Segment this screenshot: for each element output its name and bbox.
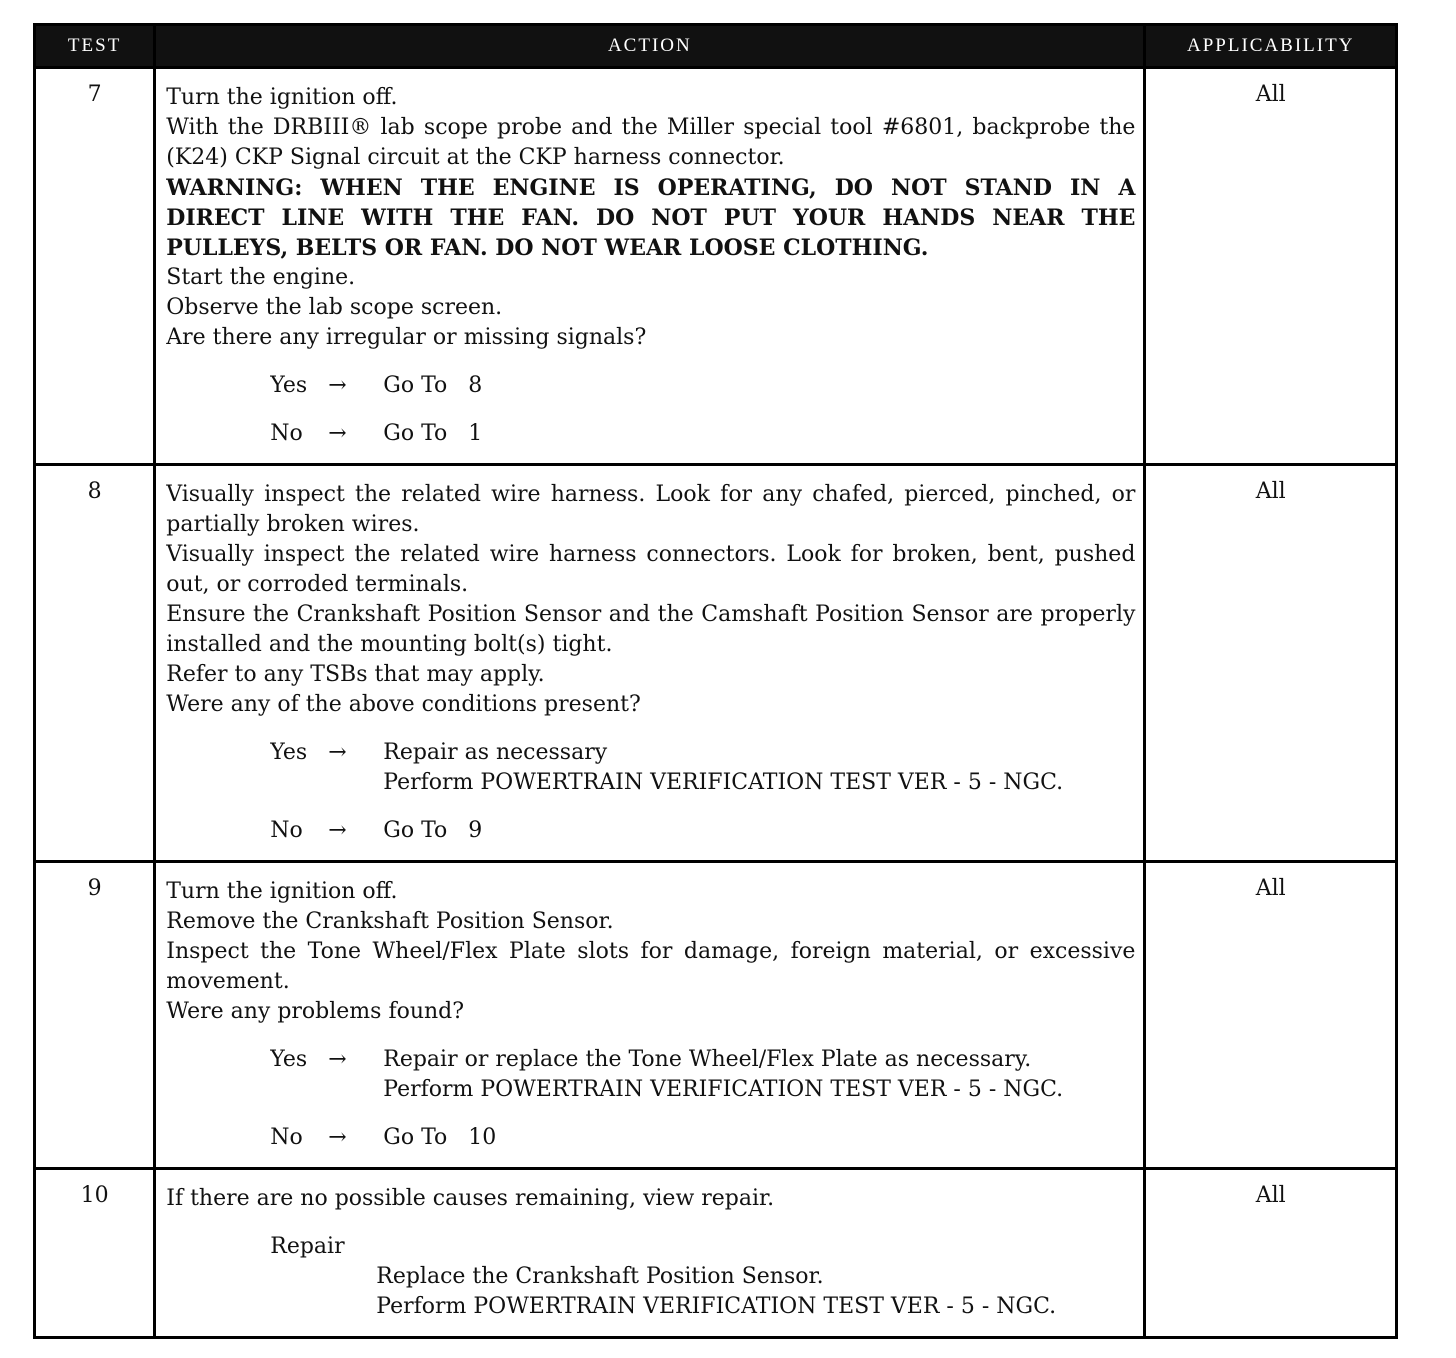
branch-label: Yes	[270, 740, 308, 765]
branch-result-line: Perform POWERTRAIN VERIFICATION TEST VER - 5 - NGC.	[383, 770, 1064, 795]
action-cell	[155, 68, 1145, 465]
branch-label: No	[270, 1125, 303, 1150]
branch-result-line: Go To 1	[383, 421, 483, 446]
action-line: Inspect the Tone Wheel/Flex Plate slots for damage, foreign material, or excessive movement.	[166, 939, 1136, 994]
branch-result	[383, 816, 1135, 846]
action-line: Were any of the above conditions present?	[166, 692, 641, 717]
branch-no	[166, 1123, 1135, 1153]
table-row	[35, 68, 1397, 465]
diagnostic-test-table	[33, 23, 1398, 1339]
branch-yes	[166, 738, 1135, 798]
action-line: Refer to any TSBs that may apply.	[166, 662, 545, 687]
test-number: 7	[35, 68, 155, 465]
action-line: Visually inspect the related wire harness. Look for any chafed, pierced, pinched, or partially broken wires.	[166, 482, 1136, 537]
table-body	[35, 68, 1397, 1338]
action-line: Start the engine.	[166, 265, 356, 290]
action-line: Ensure the Crankshaft Position Sensor and the Camshaft Position Sensor are properly installed and the mounting bolt(s) tight.	[166, 602, 1136, 657]
branch-result-line: Perform POWERTRAIN VERIFICATION TEST VER - 5 - NGC.	[383, 1077, 1064, 1102]
test-number: 9	[35, 862, 155, 1169]
branch-list	[166, 1045, 1135, 1153]
branch-no	[166, 419, 1135, 449]
action-line: Observe the lab scope screen.	[166, 295, 503, 320]
branch-result-line: Repair or replace the Tone Wheel/Flex Plate as necessary.	[383, 1047, 1032, 1072]
action-cell	[155, 465, 1145, 862]
branch-yes	[166, 1045, 1135, 1105]
action-line: Turn the ignition off.	[166, 879, 398, 904]
table-row	[35, 1169, 1397, 1338]
action-cell	[155, 862, 1145, 1169]
action-line: With the DRBIII® lab scope probe and the Miller special tool #6801, backprobe the (K24) CKP Signal circuit at the CKP harness connector.	[166, 115, 1136, 170]
applicability-value: All	[1145, 68, 1397, 465]
action-line: If there are no possible causes remaining, view repair.	[166, 1186, 775, 1211]
header-action: ACTION	[155, 25, 1145, 68]
table-row	[35, 465, 1397, 862]
repair-steps	[166, 1262, 1135, 1322]
branch-label: No	[270, 421, 303, 446]
repair-step: Perform POWERTRAIN VERIFICATION TEST VER - 5 - NGC.	[376, 1294, 1057, 1319]
branch-result	[383, 738, 1135, 798]
branch-list	[166, 371, 1135, 449]
action-line: Visually inspect the related wire harness connectors. Look for broken, bent, pushed out, or corroded terminals.	[166, 542, 1136, 597]
warning-text: WARNING: WHEN THE ENGINE IS OPERATING, DO NOT STAND IN A DIRECT LINE WITH THE FAN. DO NOT PUT YOUR HANDS NEAR THE PULLEYS, BELTS OR FAN. DO NOT WEAR LOOSE CLOTHING.	[166, 175, 1136, 261]
arrow-right-icon: →	[328, 421, 347, 446]
repair-label: Repair	[270, 1234, 345, 1259]
branch-result	[383, 1123, 1135, 1153]
action-cell	[155, 1169, 1145, 1338]
branch-result	[383, 419, 1135, 449]
action-line: Remove the Crankshaft Position Sensor.	[166, 909, 614, 934]
arrow-right-icon: →	[328, 740, 347, 765]
branch-yes	[166, 371, 1135, 401]
branch-result	[383, 1045, 1135, 1105]
header-applicability: APPLICABILITY	[1145, 25, 1397, 68]
arrow-right-icon: →	[328, 373, 347, 398]
table-header-row	[35, 25, 1397, 68]
arrow-right-icon: →	[328, 1125, 347, 1150]
branch-result-line: Go To 9	[383, 818, 483, 843]
test-number: 8	[35, 465, 155, 862]
header-test: TEST	[35, 25, 155, 68]
arrow-right-icon: →	[328, 1047, 347, 1072]
repair-step: Replace the Crankshaft Position Sensor.	[376, 1264, 824, 1289]
branch-result-line: Go To 8	[383, 373, 483, 398]
table-row	[35, 862, 1397, 1169]
branch-label: Yes	[270, 1047, 308, 1072]
branch-result	[383, 371, 1135, 401]
applicability-value: All	[1145, 465, 1397, 862]
action-line: Turn the ignition off.	[166, 85, 398, 110]
branch-list	[166, 738, 1135, 846]
arrow-right-icon: →	[328, 818, 347, 843]
branch-result-line: Go To 10	[383, 1125, 497, 1150]
branch-result-line: Repair as necessary	[383, 740, 608, 765]
action-line: Are there any irregular or missing signals?	[166, 325, 647, 350]
action-line: Were any problems found?	[166, 999, 465, 1024]
branch-label: Yes	[270, 373, 308, 398]
branch-no	[166, 816, 1135, 846]
applicability-value: All	[1145, 862, 1397, 1169]
branch-label: No	[270, 818, 303, 843]
test-number: 10	[35, 1169, 155, 1338]
applicability-value: All	[1145, 1169, 1397, 1338]
